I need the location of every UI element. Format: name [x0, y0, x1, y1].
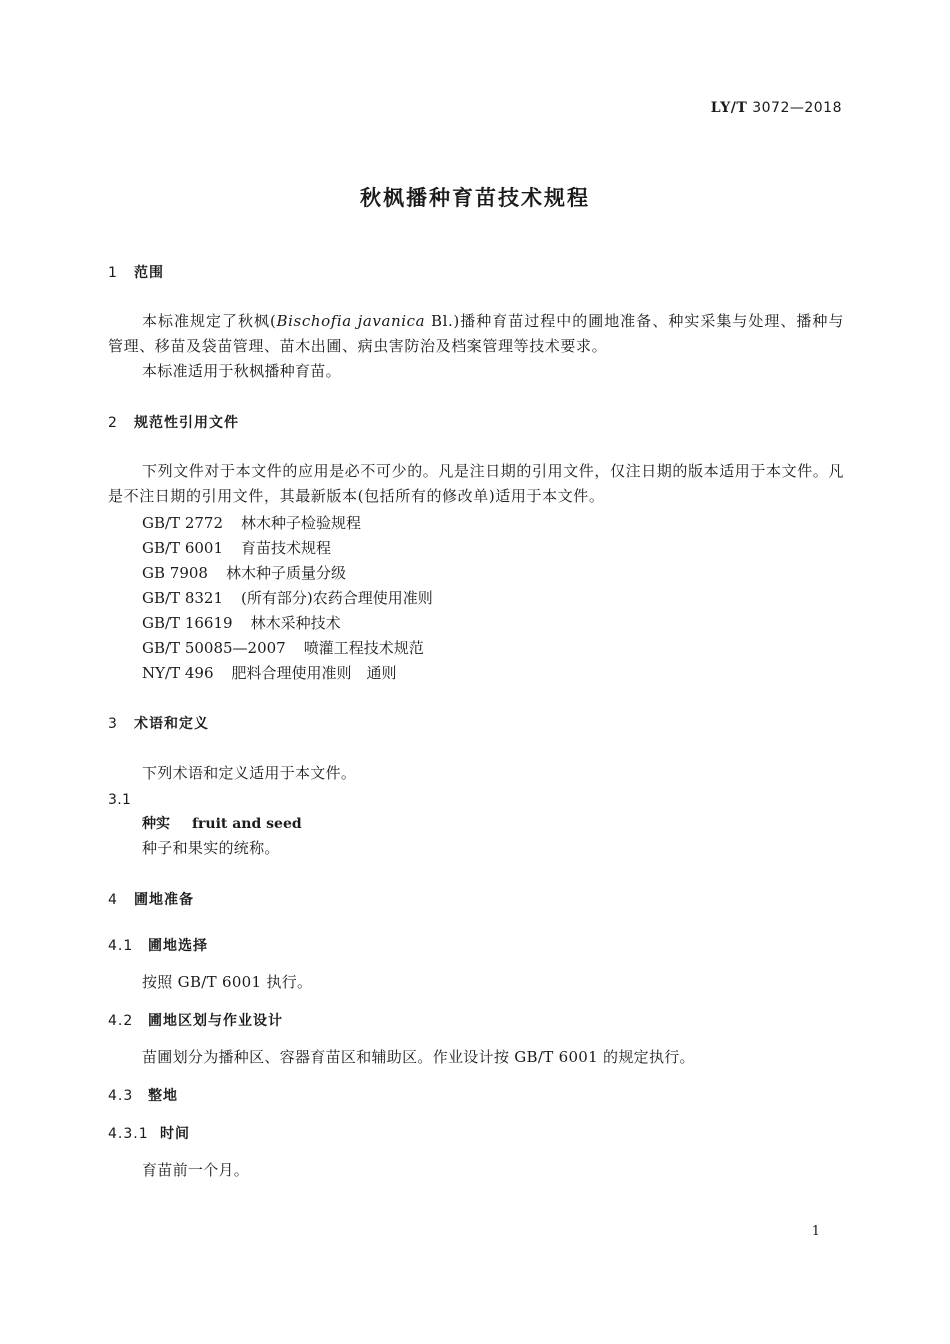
reference-item: GB/T 16619 林木采种技术 — [142, 614, 341, 632]
section-2-intro: 下列文件对于本文件的应用是必不可少的。凡是注日期的引用文件，仅注日期的版本适用于本文件。凡是不注日期的引用文件，其最新版本(包括所有的修改单)适用于本文件。 — [108, 462, 845, 505]
term-number: 3.1 — [108, 792, 132, 808]
document-title: 秋枫播种育苗技术规程 — [360, 186, 590, 210]
section-4-1-text: 按照 GB/T 6001 执行。 — [142, 973, 313, 991]
section-4-2-text: 苗圃划分为播种区、容器育苗区和辅助区。作业设计按 GB/T 6001 的规定执行。 — [142, 1048, 695, 1066]
reference-item: GB/T 6001 育苗技术规程 — [142, 539, 332, 557]
section-1-paragraph-1: 本标准规定了秋枫(Bischofia javanica Bl.)播种育苗过程中的圃地准备、种实采集与处理、播种与管理、移苗及袋苗管理、苗木出圃、病虫害防治及档案管理等技术要求。 — [108, 312, 844, 355]
section-3-heading: 3 术语和定义 — [108, 716, 209, 732]
section-4-1-heading: 4.1 圃地选择 — [108, 938, 208, 954]
reference-item: NY/T 496 肥料合理使用准则 通则 — [142, 664, 397, 682]
term-definition: 种子和果实的统称。 — [142, 839, 280, 857]
reference-item: GB/T 8321 (所有部分)农药合理使用准则 — [142, 589, 433, 607]
section-4-heading: 4 圃地准备 — [108, 892, 194, 908]
section-4-3-heading: 4.3 整地 — [108, 1088, 178, 1104]
page-number: 1 — [811, 1224, 820, 1239]
section-3-intro: 下列术语和定义适用于本文件。 — [142, 764, 357, 782]
term-title: 种实 fruit and seed — [142, 816, 302, 832]
standard-code: LY/T 3072—2018 — [710, 100, 842, 116]
reference-item: GB/T 50085—2007 喷灌工程技术规范 — [142, 639, 424, 657]
reference-item: GB/T 2772 林木种子检验规程 — [142, 514, 362, 532]
section-2-heading: 2 规范性引用文件 — [108, 415, 239, 431]
section-1-heading: 1 范围 — [108, 265, 164, 281]
section-4-3-1-text: 育苗前一个月。 — [142, 1161, 250, 1179]
section-4-2-heading: 4.2 圃地区划与作业设计 — [108, 1013, 283, 1029]
reference-item: GB 7908 林木种子质量分级 — [142, 564, 346, 582]
section-1-paragraph-2: 本标准适用于秋枫播种育苗。 — [142, 362, 341, 380]
section-4-3-1-heading: 4.3.1 时间 — [108, 1126, 190, 1142]
